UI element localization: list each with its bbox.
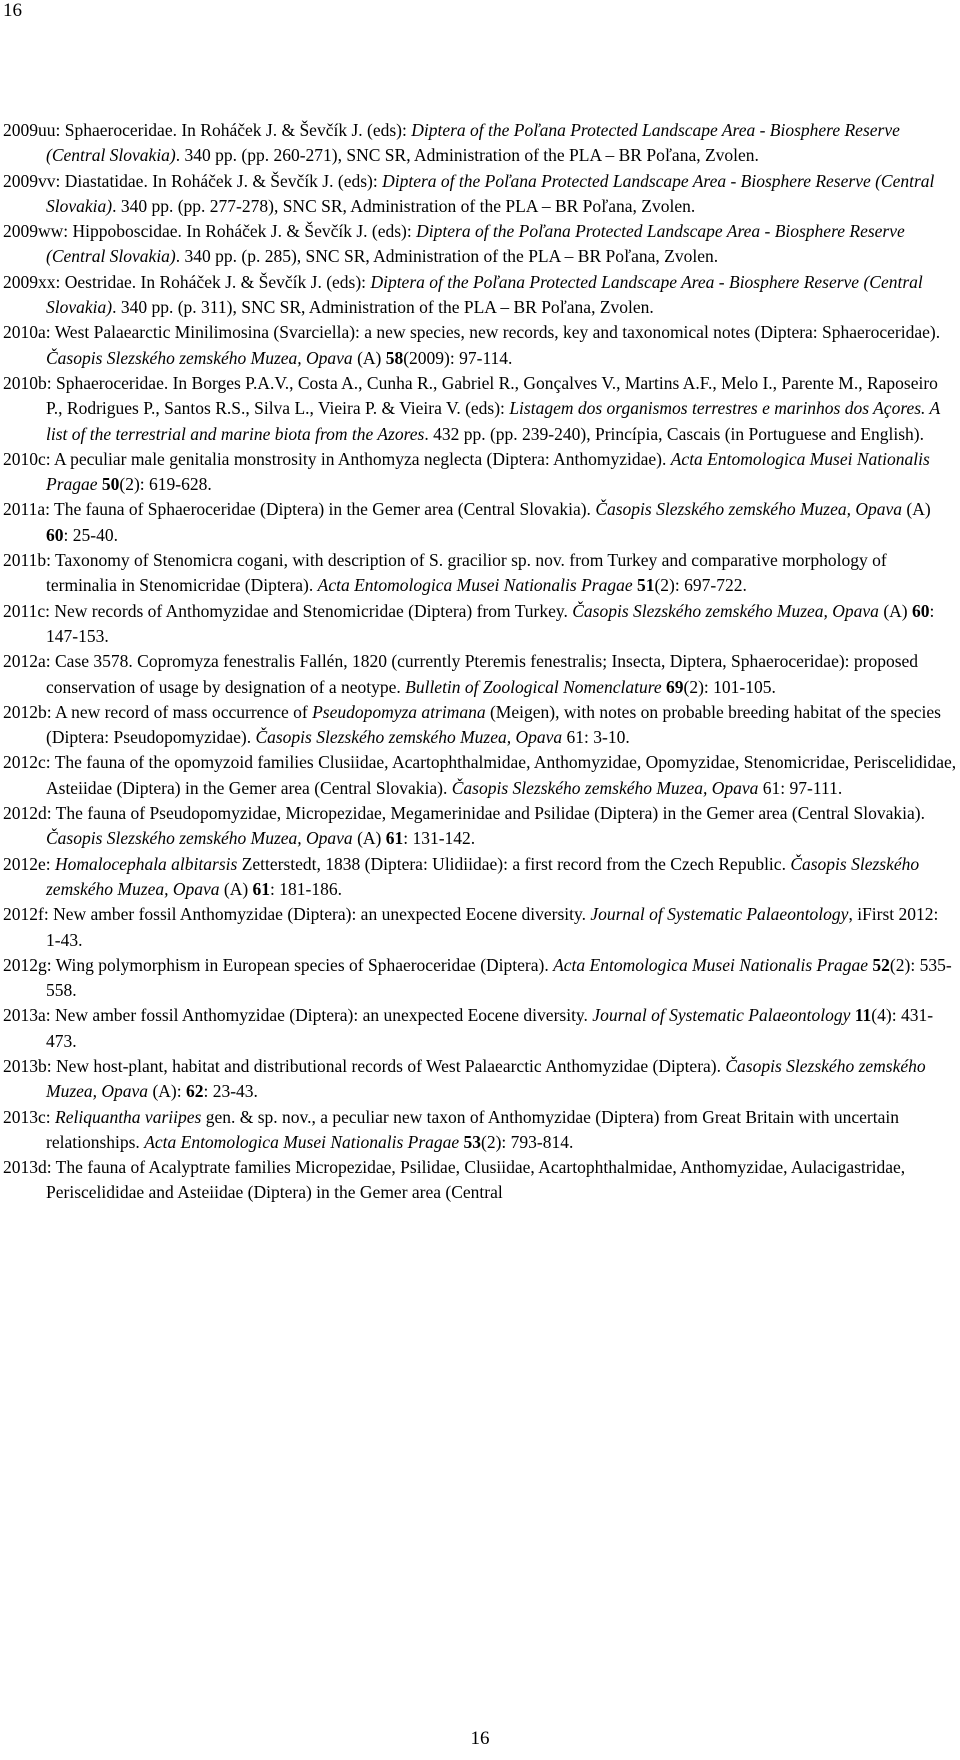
reference-entry	[3, 1155, 957, 1206]
reference-entry	[3, 700, 957, 751]
reference-text: (2): 619-628.	[119, 474, 212, 495]
reference-text: Zetterstedt, 1838 (Diptera: Ulidiidae): a first record from the Czech Republic.	[237, 853, 791, 874]
reference-text: (A):	[148, 1081, 186, 1102]
reference-text: (2): 697-722.	[654, 575, 747, 596]
reference-entry	[3, 801, 957, 852]
reference-entry	[3, 1105, 957, 1156]
reference-text: 2013a: New amber fossil Anthomyzidae (Diptera): an unexpected Eocene diversity.	[3, 1005, 593, 1026]
reference-volume: 60	[46, 524, 64, 545]
reference-text: (Meigen), with notes on probable breeding habitat of the species (Diptera: Pseudopomyzidae).	[46, 701, 941, 748]
reference-entry	[3, 599, 957, 650]
reference-text: 2013d: The fauna of Acalyptrate families Micropezidae, Psilidae, Clusiidae, Acartophthalmidae, Anthomyzidae, Aulacigastridae, Periscelididae and Asteiidae (Diptera) in the Gemer area (Central	[3, 1157, 906, 1203]
reference-volume: 61	[252, 878, 271, 899]
reference-text: (2009): 97-114.	[403, 347, 513, 368]
reference-text: 61: 3-10.	[562, 727, 630, 748]
reference-text: (2): 101-105.	[683, 676, 776, 697]
reference-italic-text: Homalocephala albitarsis	[55, 853, 238, 874]
reference-italic-text: Reliquantha variipes	[55, 1106, 202, 1127]
reference-italic-text: Bulletin of Zoological Nomenclature	[405, 676, 662, 697]
reference-text: (A)	[219, 878, 253, 899]
reference-entry	[3, 852, 957, 903]
reference-entry	[3, 118, 957, 169]
reference-italic-text: Časopis Slezského zemského Muzea, Opava	[46, 828, 353, 849]
reference-entry	[3, 497, 957, 548]
reference-text: 2009uu: Sphaeroceridae. In Roháček J. & Ševčík J. (eds):	[3, 120, 412, 140]
reference-text: 2010c: A peculiar male genitalia monstrosity in Anthomyza neglecta (Diptera: Anthomyzidae).	[3, 448, 671, 469]
reference-text: (2): 535-558.	[46, 954, 952, 1001]
page-number-bottom: 16	[470, 1728, 490, 1749]
reference-text: : 25-40.	[63, 524, 118, 545]
reference-text: . 432 pp. (pp. 239-240), Princípia, Cascais (in Portuguese and English).	[424, 423, 925, 444]
reference-volume: 58	[385, 347, 404, 368]
reference-text: 2010a: West Palaearctic Minilimosina (Svarciella): a new species, new records, key and taxonomical notes (Diptera: Sphaeroceridae).	[3, 322, 941, 343]
reference-text: 2012c: The fauna of the opomyzoid families Clusiidae, Acartophthalmidae, Anthomyzidae, Opomyzidae, Stenomicridae, Periscelididae, Asteiidae (Diptera) in the Gemer area (Central Slovakia).	[3, 752, 957, 798]
reference-italic-text: Diptera of the Poľana Protected Landscape Area - Biosphere Reserve (Central Slovakia)	[46, 120, 900, 166]
reference-text: 2013b: New host-plant, habitat and distributional records of West Palaearctic Anthomyzidae (Diptera).	[3, 1055, 726, 1076]
reference-text: 2009xx: Oestridae. In Roháček J. & Ševčík J. (eds):	[3, 271, 371, 292]
reference-text: 2012g: Wing polymorphism in European species of Sphaeroceridae (Diptera).	[3, 954, 554, 975]
reference-text: . 340 pp. (pp. 277-278), SNC SR, Administration of the PLA – BR Poľana, Zvolen.	[112, 195, 696, 216]
reference-text: : 131-142.	[403, 828, 476, 849]
reference-italic-text: Časopis Slezského zemského Muzea, Opava	[46, 853, 920, 899]
reference-text: (A)	[352, 828, 386, 849]
reference-text: (A)	[352, 347, 386, 368]
reference-volume: 60	[911, 600, 930, 621]
reference-entry	[3, 649, 957, 700]
reference-italic-text: Diptera of the Poľana Protected Landscape Area - Biosphere Reserve (Central Slovakia)	[46, 271, 923, 318]
reference-italic-text: Acta Entomologica Musei Nationalis Pragae	[317, 575, 633, 596]
reference-entry	[3, 371, 957, 447]
reference-text: 2011a: The fauna of Sphaeroceridae (Diptera) in the Gemer area (Central Slovakia).	[3, 499, 596, 520]
reference-entry	[3, 902, 957, 953]
reference-italic-text: Časopis Slezského zemského Muzea, Opava	[572, 600, 879, 621]
page-number-top: 16	[3, 0, 22, 21]
reference-entry	[3, 1003, 957, 1054]
reference-volume: 11	[854, 1005, 872, 1026]
reference-italic-text: Acta Entomologica Musei Nationalis Pragae	[46, 448, 930, 495]
reference-text: 2011b: Taxonomy of Stenomicra cogani, with description of S. gracilior sp. nov. from Turkey and comparative morphology of terminalia in Stenomicridae (Diptera).	[3, 550, 887, 596]
reference-volume: 52	[872, 954, 890, 975]
reference-entry	[3, 1054, 957, 1105]
reference-text: 2012f: New amber fossil Anthomyzidae (Diptera): an unexpected Eocene diversity.	[3, 904, 591, 925]
reference-entry	[3, 447, 957, 498]
reference-italic-text: Acta Entomologica Musei Nationalis Pragae	[553, 954, 869, 975]
reference-volume: 51	[636, 575, 655, 596]
reference-text: 61: 97-111.	[758, 777, 843, 798]
reference-text: gen. & sp. nov., a peculiar new taxon of Anthomyzidae (Diptera) from Great Britain with uncertain relationships.	[46, 1106, 900, 1152]
reference-text: : 147-153.	[46, 600, 935, 646]
reference-text: 2011c: New records of Anthomyzidae and Stenomicridae (Diptera) from Turkey.	[3, 600, 573, 621]
reference-text: (A)	[878, 600, 912, 621]
reference-entry	[3, 320, 957, 371]
reference-text: , iFirst 2012: 1-43.	[46, 904, 939, 950]
reference-entry	[3, 169, 957, 220]
reference-italic-text: Diptera of the Poľana Protected Landscape Area - Biosphere Reserve (Central Slovakia)	[46, 170, 935, 216]
reference-italic-text: Journal of Systematic Palaeontology	[592, 1005, 851, 1026]
reference-entry	[3, 750, 957, 801]
reference-text: 2009ww: Hippoboscidae. In Roháček J. & Ševčík J. (eds):	[3, 221, 417, 242]
reference-volume: 69	[666, 676, 684, 697]
reference-text: 2009vv: Diastatidae. In Roháček J. & Ševčík J. (eds):	[3, 170, 383, 191]
reference-text: (2): 793-814.	[481, 1131, 574, 1152]
reference-text: 2012a: Case 3578. Copromyza fenestralis Fallén, 1820 (currently Pteremis fenestralis; Insecta, Diptera, Sphaeroceridae): proposed conservation of usage by designation of a neotype.	[3, 651, 919, 697]
reference-text: 2012d: The fauna of Pseudopomyzidae, Micropezidae, Megamerinidae and Psilidae (Diptera) in the Gemer area (Central Slovakia).	[3, 803, 925, 824]
reference-text: 2013c:	[3, 1106, 56, 1127]
reference-volume: 50	[101, 474, 120, 495]
reference-italic-text: Časopis Slezského zemského Muzea, Opava	[595, 499, 902, 520]
reference-volume: 61	[385, 828, 404, 849]
reference-italic-text: Časopis Slezského zemského Muzea, Opava	[451, 777, 759, 798]
reference-text: : 23-43.	[203, 1081, 258, 1102]
reference-italic-text: Acta Entomologica Musei Nationalis Pragae	[144, 1131, 460, 1152]
reference-entry	[3, 270, 957, 321]
reference-italic-text: Časopis Slezského zemského Muzea, Opava	[46, 1055, 926, 1102]
reference-italic-text: Časopis Slezského zemského Muzea, Opava	[46, 347, 353, 368]
reference-volume: 62	[185, 1081, 204, 1102]
reference-entry	[3, 953, 957, 1004]
reference-text: 2010b: Sphaeroceridae. In Borges P.A.V., Costa A., Cunha R., Gabriel R., Gonçalves V., Martins A.F., Melo I., Parente M., Raposeiro P., Rodrigues P., Santos R.S., Silva L., Vieira P. & Vieira V. (eds):	[3, 372, 938, 419]
reference-italic-text: Diptera of the Poľana Protected Landscape Area - Biosphere Reserve (Central Slovakia)	[46, 221, 905, 267]
reference-text: 2012b: A new record of mass occurrence of	[3, 701, 313, 722]
reference-text: (A)	[902, 499, 931, 520]
reference-text: 2012e:	[3, 853, 56, 874]
reference-italic-text: Časopis Slezského zemského Muzea, Opava	[255, 727, 563, 748]
reference-text: . 340 pp. (p. 285), SNC SR, Administration of the PLA – BR Poľana, Zvolen.	[175, 246, 719, 267]
reference-text: . 340 pp. (p. 311), SNC SR, Administration of the PLA – BR Poľana, Zvolen.	[112, 297, 654, 318]
reference-volume: 53	[463, 1131, 482, 1152]
reference-text: (4): 431-473.	[46, 1005, 934, 1051]
reference-italic-text: Listagem dos organismos terrestres e marinhos dos Açores. A list of the terrestrial and marine biota from the Azores	[46, 398, 940, 444]
reference-text: . 340 pp. (pp. 260-271), SNC SR, Administration of the PLA – BR Poľana, Zvolen.	[175, 145, 759, 166]
reference-italic-text: Journal of Systematic Palaeontology	[590, 904, 849, 925]
reference-entry	[3, 219, 957, 270]
reference-italic-text: Pseudopomyza atrimana	[312, 701, 486, 722]
reference-entry	[3, 548, 957, 599]
reference-text: : 181-186.	[270, 878, 342, 899]
reference-list	[3, 118, 957, 1206]
